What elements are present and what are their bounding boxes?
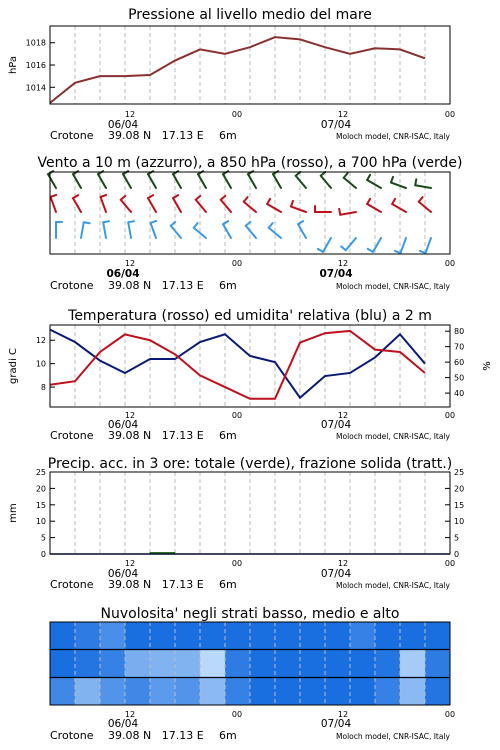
model-credit: Moloch model, CNR-ISAC, Italy [336,732,450,741]
wind-barb-feather [298,221,303,224]
wind-barb [273,174,281,188]
y-tick-label-right: 50 [454,373,465,383]
wind-barb [426,238,431,253]
station-elevation: 6m [219,729,237,742]
temperature-footer [50,429,451,442]
y-tick-label-right: 40 [454,389,465,399]
station-elevation: 6m [219,578,237,591]
date-label: 06/04 [106,268,140,280]
x-tick-label: 00 [231,710,243,719]
wind-footer [50,279,451,292]
cloud-panel [50,606,455,742]
cloud-cell [400,650,425,678]
model-credit: Moloch model, CNR-ISAC, Italy [336,581,450,590]
station-coords: 39.08 N 17.13 E [108,729,204,742]
date-label: 07/04 [320,419,352,431]
wind-barb-feather [367,199,370,204]
wind-barb-feather [194,223,198,228]
date-label: 07/04 [320,568,352,580]
cloud-cell [250,650,275,678]
date-label: 06/04 [107,419,139,431]
x-tick-label: 00 [231,110,243,119]
wind-barb [373,238,381,252]
wind-barb [173,198,181,212]
wind-barb-feather [101,195,107,197]
y-tick-label: 5 [40,533,46,543]
wind-barb-feather [419,197,423,202]
x-tick-label: 12 [124,411,136,420]
wind-barb-feather [148,195,153,198]
x-tick-label: 12 [337,110,349,119]
y-tick-label: 20 [35,484,46,494]
precip-panel [8,456,464,591]
cloud-cell [325,678,350,706]
y-tick-label-right: 5 [454,533,460,543]
cloud-cell [375,650,400,678]
wind-barb [103,222,106,238]
pressure-footer [50,129,451,142]
station-name: Crotone [50,578,94,591]
wind-grid [75,172,425,254]
cloud-cell [225,650,250,678]
cloud-cell [50,678,75,706]
cloud-cell [75,678,100,706]
wind-barb-feather [121,196,126,200]
y-tick-label-right: 25 [454,468,465,477]
wind-barb [173,174,181,188]
cloud-cell [125,650,150,678]
pressure-line [50,37,425,103]
date-label: 07/04 [320,718,352,730]
precip-footer [50,578,451,591]
wind-barb-feather [151,221,157,223]
temperature-x-axis [108,411,455,431]
wind-barb [392,204,406,212]
wind-frame [50,172,450,254]
wind-barb [101,197,106,212]
wind-barb [321,176,331,188]
wind-barb [291,207,306,212]
cloud-cell [375,622,400,650]
wind-barb [148,174,156,188]
wind-barb-feather [318,249,323,252]
wind-barb [415,185,431,188]
y-tick-label: 15 [35,500,46,510]
y-tick-label-right: 70 [454,342,465,352]
precip-ylabel: mm [8,503,19,523]
cloud-cell [150,622,175,650]
cloud-cell [425,650,450,678]
temperature-panel [8,308,493,442]
y-tick-label: 1018 [25,38,46,48]
cloud-cell [75,650,100,678]
station-elevation: 6m [219,129,237,142]
cloud-cell [275,650,300,678]
cloud-cell [250,678,275,706]
cloud-cell [350,650,375,678]
model-credit: Moloch model, CNR-ISAC, Italy [336,432,450,441]
wind-barb [296,176,306,188]
station-coords: 39.08 N 17.13 E [108,578,204,591]
wind-title: Vento a 10 m (azzurro), a 850 hPa (rosso), a 700 hPa (verde) [37,155,463,171]
cloud-cell [400,622,425,650]
wind-barb-feather [341,246,346,250]
date-label: 06/04 [107,119,139,131]
cloud-x-axis [108,710,455,730]
cloud-cell [150,678,175,706]
cloud-cell [175,678,200,706]
cloud-cell [225,622,250,650]
y-tick-label: 12 [35,336,46,346]
x-tick-label: 12 [124,259,136,268]
x-tick-label: 12 [124,559,136,568]
cloud-cell [50,622,75,650]
y-tick-label: 25 [35,468,46,477]
wind-barb-feather [339,209,340,215]
wind-barb-feather [103,221,109,222]
x-tick-label: 12 [337,259,349,268]
cloud-cell [175,622,200,650]
model-credit: Moloch model, CNR-ISAC, Italy [336,282,450,291]
y-tick-label-right: 80 [454,327,465,337]
temperature-title: Temperatura (rosso) ed umidita' relativa (blu) a 2 m [68,308,432,324]
y-tick-label-right: 0 [454,550,460,559]
cloud-cell [225,678,250,706]
cloud-cell [250,622,275,650]
wind-barb [340,212,356,215]
pressure-ylabel: hPa [8,55,19,75]
cloud-cell [325,622,350,650]
x-tick-label: 00 [231,411,243,420]
wind-barb [323,238,331,252]
station-name: Crotone [50,279,94,292]
wind-barb [73,198,81,212]
pressure-x-axis [108,110,455,131]
wind-barb [148,198,156,212]
wind-barb [401,238,406,253]
date-label: 07/04 [319,268,353,280]
wind-barb-feather [173,195,178,198]
wind-barb-feather [244,197,248,202]
cloud-title: Nuvolosita' negli strati basso, medio e alto [100,606,400,622]
cloud-cell [75,622,100,650]
cloud-cell [300,622,325,650]
wind-barb-feather [392,199,395,204]
wind-barb [221,200,231,212]
wind-barb [51,197,56,212]
wind-barb-feather [221,196,226,200]
wind-barb [246,226,256,238]
cloud-cell [200,622,225,650]
x-tick-label: 12 [337,710,349,719]
y-tick-label: 10 [35,517,46,527]
temperature-ylabel: gradi C [8,348,19,384]
wind-barb [98,174,106,188]
precip-y-ticks [36,468,55,559]
wind-barb-feather [267,199,270,204]
wind-barb [367,180,381,188]
cloud-cell [425,678,450,706]
model-credit: Moloch model, CNR-ISAC, Italy [336,132,450,141]
cloud-cell [425,622,450,650]
cloud-cell [175,650,200,678]
x-tick-label: 00 [231,259,243,268]
y-tick-label-right: 20 [454,484,465,494]
wind-barb-feather [344,173,348,178]
x-tick-label: 00 [444,259,456,268]
y-tick-label: 8 [40,383,46,393]
station-name: Crotone [50,129,94,142]
wind-barb [196,200,206,212]
x-tick-label: 12 [337,559,349,568]
x-tick-label: 00 [444,710,456,719]
wind-barb [171,226,181,238]
wind-barb [123,174,131,188]
precip-frame [50,472,450,554]
wind-barb [267,204,281,212]
y-tick-label-right: 15 [454,500,465,510]
station-coords: 39.08 N 17.13 E [108,129,204,142]
wind-barb-feather [84,222,90,223]
wind-barb [81,222,84,238]
wind-barb-feather [73,195,78,198]
precip-title: Precip. acc. in 3 ore: totale (verde), frazione solida (tratt.) [47,456,453,472]
humidity-ylabel: % [482,361,493,371]
x-tick-label: 12 [124,110,136,119]
x-tick-label: 00 [231,559,243,568]
wind-barb-feather [291,201,293,207]
y-tick-label-right: 10 [454,517,465,527]
cloud-cell [375,678,400,706]
x-tick-label: 00 [444,411,456,420]
x-tick-label: 00 [444,110,456,119]
cloud-cell [275,622,300,650]
wind-barb [151,223,156,238]
humidity-line [50,330,425,398]
cloud-cell [200,650,225,678]
station-name: Crotone [50,429,94,442]
wind-barb [73,174,81,188]
wind-barb [367,204,381,212]
cloud-cell [100,678,125,706]
x-tick-label: 00 [444,559,456,568]
temperature-line [50,331,425,399]
cloud-cell [100,650,125,678]
cloud-cell [300,678,325,706]
cloud-cell [275,678,300,706]
wind-barb-feather [415,179,416,185]
cloud-cell [200,678,225,706]
wind-barb-feather [128,221,134,222]
precip-y-ticks-right [445,468,464,559]
wind-barb [121,200,131,212]
y-tick-label: 1016 [25,61,46,70]
pressure-panel [8,7,455,142]
cloud-footer [50,729,451,742]
cloud-cell [350,678,375,706]
wind-barb [298,224,306,238]
y-tick-label-right: 60 [454,358,465,368]
y-tick-label: 1014 [25,83,46,93]
wind-barb [248,174,256,188]
temperature-grid [75,325,425,407]
date-label: 07/04 [320,119,352,131]
humidity-y-ticks [445,327,464,398]
y-tick-label: 0 [40,550,46,559]
precip-grid [75,472,425,554]
wind-barb-feather [51,195,57,197]
pressure-title: Pressione al livello medio del mare [128,7,372,23]
wind-barb [391,183,406,188]
cloud-cell [50,650,75,678]
wind-barbs [48,171,431,253]
wind-barb-feather [367,175,370,180]
date-label: 06/04 [107,718,139,730]
x-tick-label: 12 [337,411,349,420]
cloud-cell [300,650,325,678]
wind-panel [37,155,462,292]
wind-barb-feather [391,177,393,183]
wind-barb-feather [368,249,373,252]
wind-barb [128,222,131,238]
station-elevation: 6m [219,279,237,292]
wind-barb [48,174,56,188]
wind-barb-feather [196,196,201,200]
wind-barb [198,174,206,188]
precip-x-axis [108,559,455,580]
cloud-cell [100,622,125,650]
pressure-y-ticks [26,39,55,93]
pressure-grid [75,26,425,104]
wind-barb [346,238,356,250]
wind-barb-feather [223,221,228,224]
cloud-cell [325,650,350,678]
wind-x-axis [106,259,455,280]
x-tick-label: 12 [124,710,136,719]
station-name: Crotone [50,729,94,742]
cloud-cell [125,622,150,650]
cloud-cell [125,678,150,706]
wind-barb [223,224,231,238]
y-tick-label: 10 [35,359,46,369]
station-coords: 39.08 N 17.13 E [108,279,204,292]
date-label: 06/04 [107,568,139,580]
wind-barb [223,174,231,188]
station-coords: 39.08 N 17.13 E [108,429,204,442]
station-elevation: 6m [219,429,237,442]
cloud-cell [400,678,425,706]
wind-barb-feather [269,223,273,228]
cloud-cell [350,622,375,650]
cloud-cell [150,650,175,678]
